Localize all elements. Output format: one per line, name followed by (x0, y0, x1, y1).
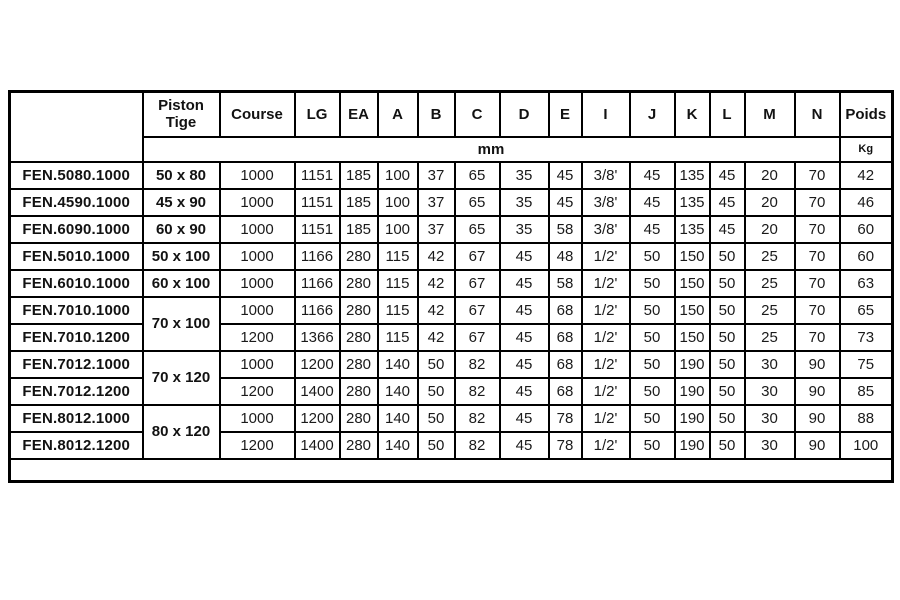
cell-m: 30 (745, 432, 795, 459)
row-ref: FEN.7010.1000 (10, 297, 143, 324)
row-ref: FEN.6010.1000 (10, 270, 143, 297)
cell-c: 82 (455, 432, 500, 459)
table-row (10, 432, 893, 459)
cell-lg: 1400 (295, 378, 340, 405)
cell-course: 1000 (220, 216, 295, 243)
col-header-lg: LG (295, 92, 340, 137)
cell-c: 67 (455, 324, 500, 351)
cell-l: 50 (710, 351, 745, 378)
table-row (10, 270, 893, 297)
cell-b: 50 (418, 378, 455, 405)
cell-e: 68 (549, 297, 582, 324)
cell-i: 1/2' (582, 432, 630, 459)
table-row (10, 324, 893, 351)
cell-j: 45 (630, 189, 675, 216)
cell-m: 30 (745, 405, 795, 432)
col-header-n: N (795, 92, 840, 137)
cell-poids: 60 (840, 216, 893, 243)
table-row (10, 405, 893, 432)
cell-ea: 280 (340, 378, 378, 405)
cell-k: 190 (675, 432, 710, 459)
cell-e: 45 (549, 162, 582, 189)
col-header-m: M (745, 92, 795, 137)
cell-poids: 46 (840, 189, 893, 216)
cell-course: 1000 (220, 297, 295, 324)
cell-d: 45 (500, 243, 549, 270)
cell-b: 42 (418, 324, 455, 351)
col-header-j: J (630, 92, 675, 137)
col-header-b: B (418, 92, 455, 137)
cell-c: 82 (455, 405, 500, 432)
cell-i: 1/2' (582, 378, 630, 405)
cell-m: 20 (745, 216, 795, 243)
cell-ea: 185 (340, 189, 378, 216)
cell-ea: 280 (340, 405, 378, 432)
cell-ea: 280 (340, 432, 378, 459)
cell-c: 65 (455, 216, 500, 243)
cell-piston: 60 x 90 (143, 216, 220, 243)
col-header-piston-tige (143, 92, 220, 137)
cell-m: 25 (745, 270, 795, 297)
cell-i: 1/2' (582, 324, 630, 351)
cell-lg: 1166 (295, 270, 340, 297)
cell-piston: 45 x 90 (143, 189, 220, 216)
cell-l: 50 (710, 297, 745, 324)
cell-i: 3/8' (582, 162, 630, 189)
table-row (10, 297, 893, 324)
cell-k: 150 (675, 297, 710, 324)
cell-b: 50 (418, 351, 455, 378)
cell-a: 100 (378, 189, 418, 216)
cell-l: 50 (710, 324, 745, 351)
cell-course: 1200 (220, 432, 295, 459)
corner-cell (10, 92, 143, 162)
cell-i: 1/2' (582, 270, 630, 297)
cell-course: 1200 (220, 378, 295, 405)
cell-piston: 60 x 100 (143, 270, 220, 297)
cell-e: 58 (549, 270, 582, 297)
cell-m: 20 (745, 189, 795, 216)
row-ref: FEN.8012.1200 (10, 432, 143, 459)
cell-lg: 1151 (295, 162, 340, 189)
cell-m: 30 (745, 378, 795, 405)
cell-b: 37 (418, 216, 455, 243)
cell-m: 25 (745, 243, 795, 270)
table-row (10, 162, 893, 189)
cell-d: 45 (500, 297, 549, 324)
row-ref: FEN.5010.1000 (10, 243, 143, 270)
cell-b: 37 (418, 189, 455, 216)
row-ref: FEN.4590.1000 (10, 189, 143, 216)
cell-l: 50 (710, 378, 745, 405)
cell-b: 50 (418, 432, 455, 459)
cell-m: 20 (745, 162, 795, 189)
cell-poids: 73 (840, 324, 893, 351)
cell-d: 45 (500, 405, 549, 432)
table-row (10, 216, 893, 243)
cell-a: 140 (378, 432, 418, 459)
cell-i: 1/2' (582, 243, 630, 270)
cell-c: 67 (455, 270, 500, 297)
cell-a: 115 (378, 297, 418, 324)
cell-lg: 1366 (295, 324, 340, 351)
cell-c: 82 (455, 378, 500, 405)
cell-m: 25 (745, 297, 795, 324)
col-header-e: E (549, 92, 582, 137)
header-row (10, 92, 893, 137)
cell-b: 50 (418, 405, 455, 432)
cell-course: 1000 (220, 243, 295, 270)
cell-k: 190 (675, 405, 710, 432)
cell-piston: 70 x 120 (143, 351, 220, 405)
cell-n: 70 (795, 243, 840, 270)
cell-n: 70 (795, 324, 840, 351)
cell-n: 90 (795, 432, 840, 459)
cell-d: 35 (500, 162, 549, 189)
col-header-d: D (500, 92, 549, 137)
cell-j: 45 (630, 162, 675, 189)
cell-n: 70 (795, 216, 840, 243)
table-row (10, 378, 893, 405)
cell-j: 45 (630, 216, 675, 243)
cell-e: 48 (549, 243, 582, 270)
cell-ea: 280 (340, 270, 378, 297)
cell-k: 150 (675, 270, 710, 297)
unit-mm-cell: mm (143, 137, 840, 162)
col-header-ea: EA (340, 92, 378, 137)
row-ref: FEN.5080.1000 (10, 162, 143, 189)
cell-lg: 1400 (295, 432, 340, 459)
cell-i: 3/8' (582, 189, 630, 216)
cell-n: 90 (795, 405, 840, 432)
cell-l: 50 (710, 270, 745, 297)
cell-ea: 280 (340, 324, 378, 351)
row-ref: FEN.7012.1000 (10, 351, 143, 378)
cell-e: 58 (549, 216, 582, 243)
cell-lg: 1200 (295, 351, 340, 378)
unit-kg-cell: Kg (840, 137, 893, 162)
cell-poids: 88 (840, 405, 893, 432)
cell-i: 3/8' (582, 216, 630, 243)
cell-l: 50 (710, 405, 745, 432)
cell-b: 37 (418, 162, 455, 189)
cell-j: 50 (630, 351, 675, 378)
cell-d: 45 (500, 351, 549, 378)
cell-course: 1000 (220, 189, 295, 216)
cell-d: 45 (500, 432, 549, 459)
cell-d: 45 (500, 378, 549, 405)
cell-j: 50 (630, 297, 675, 324)
blank-cell (10, 459, 893, 482)
row-ref: FEN.7012.1200 (10, 378, 143, 405)
table-row (10, 351, 893, 378)
col-header-a: A (378, 92, 418, 137)
cell-course: 1000 (220, 270, 295, 297)
row-ref: FEN.7010.1200 (10, 324, 143, 351)
cell-a: 115 (378, 270, 418, 297)
col-header-c: C (455, 92, 500, 137)
row-ref: FEN.8012.1000 (10, 405, 143, 432)
cell-l: 50 (710, 243, 745, 270)
cell-a: 140 (378, 405, 418, 432)
cell-k: 135 (675, 189, 710, 216)
cell-ea: 280 (340, 351, 378, 378)
blank-row (10, 459, 893, 482)
cell-c: 65 (455, 162, 500, 189)
row-ref: FEN.6090.1000 (10, 216, 143, 243)
cell-b: 42 (418, 243, 455, 270)
cell-course: 1000 (220, 162, 295, 189)
cell-e: 45 (549, 189, 582, 216)
cell-c: 67 (455, 243, 500, 270)
cell-poids: 100 (840, 432, 893, 459)
cell-lg: 1166 (295, 243, 340, 270)
cell-j: 50 (630, 324, 675, 351)
cell-n: 70 (795, 162, 840, 189)
cell-c: 67 (455, 297, 500, 324)
cell-a: 100 (378, 216, 418, 243)
cell-d: 35 (500, 216, 549, 243)
cell-j: 50 (630, 405, 675, 432)
units-row (10, 137, 893, 162)
col-header-course: Course (220, 92, 295, 137)
cell-piston: 80 x 120 (143, 405, 220, 459)
cell-c: 82 (455, 351, 500, 378)
cell-j: 50 (630, 270, 675, 297)
cell-j: 50 (630, 378, 675, 405)
cell-i: 1/2' (582, 351, 630, 378)
cell-poids: 63 (840, 270, 893, 297)
cell-l: 50 (710, 432, 745, 459)
col-header-poids: Poids (840, 92, 893, 137)
cell-e: 68 (549, 378, 582, 405)
cell-l: 45 (710, 189, 745, 216)
cell-e: 68 (549, 351, 582, 378)
cell-e: 78 (549, 432, 582, 459)
col-header-k: K (675, 92, 710, 137)
cell-k: 190 (675, 378, 710, 405)
cell-j: 50 (630, 243, 675, 270)
cell-ea: 185 (340, 216, 378, 243)
cell-course: 1000 (220, 405, 295, 432)
cell-c: 65 (455, 189, 500, 216)
cell-l: 45 (710, 162, 745, 189)
cell-piston: 70 x 100 (143, 297, 220, 351)
cell-a: 100 (378, 162, 418, 189)
cell-d: 35 (500, 189, 549, 216)
cell-lg: 1166 (295, 297, 340, 324)
cell-ea: 280 (340, 297, 378, 324)
cell-piston: 50 x 80 (143, 162, 220, 189)
cell-k: 190 (675, 351, 710, 378)
cell-e: 68 (549, 324, 582, 351)
cell-a: 140 (378, 351, 418, 378)
cell-course: 1200 (220, 324, 295, 351)
cell-n: 70 (795, 270, 840, 297)
cell-j: 50 (630, 432, 675, 459)
cell-poids: 42 (840, 162, 893, 189)
cell-d: 45 (500, 324, 549, 351)
cell-m: 30 (745, 351, 795, 378)
cell-n: 90 (795, 351, 840, 378)
cell-m: 25 (745, 324, 795, 351)
cell-poids: 85 (840, 378, 893, 405)
cell-b: 42 (418, 297, 455, 324)
cell-k: 135 (675, 162, 710, 189)
cell-n: 70 (795, 189, 840, 216)
cell-ea: 185 (340, 162, 378, 189)
col-header-i: I (582, 92, 630, 137)
header-line-tige: Tige (165, 114, 197, 132)
cell-k: 135 (675, 216, 710, 243)
cell-poids: 60 (840, 243, 893, 270)
cell-n: 90 (795, 378, 840, 405)
cell-k: 150 (675, 324, 710, 351)
table-row (10, 189, 893, 216)
cell-d: 45 (500, 270, 549, 297)
cell-lg: 1200 (295, 405, 340, 432)
cell-poids: 65 (840, 297, 893, 324)
cell-a: 140 (378, 378, 418, 405)
cell-n: 70 (795, 297, 840, 324)
cell-k: 150 (675, 243, 710, 270)
cell-a: 115 (378, 243, 418, 270)
cell-ea: 280 (340, 243, 378, 270)
cell-i: 1/2' (582, 297, 630, 324)
cell-e: 78 (549, 405, 582, 432)
header-line-piston: Piston (158, 97, 204, 115)
cell-lg: 1151 (295, 189, 340, 216)
spec-table (8, 90, 894, 483)
cell-b: 42 (418, 270, 455, 297)
cell-lg: 1151 (295, 216, 340, 243)
cell-l: 45 (710, 216, 745, 243)
cell-course: 1000 (220, 351, 295, 378)
cell-i: 1/2' (582, 405, 630, 432)
cell-piston: 50 x 100 (143, 243, 220, 270)
col-header-l: L (710, 92, 745, 137)
cell-poids: 75 (840, 351, 893, 378)
cell-a: 115 (378, 324, 418, 351)
table-row (10, 243, 893, 270)
